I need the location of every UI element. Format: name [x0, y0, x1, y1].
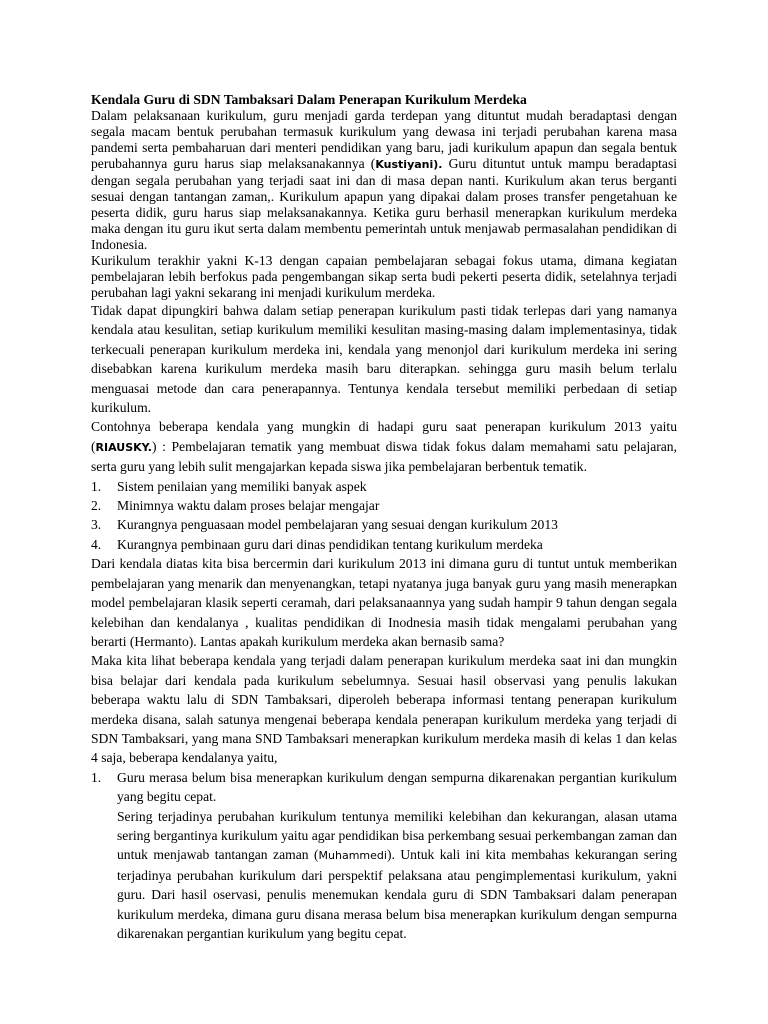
citation-kustiyani: Kustiyani).	[375, 158, 443, 171]
paragraph-bercermin: Dari kendala diatas kita bisa bercermin dari kurikulum 2013 ini dimana guru di tuntut untuk memberikan pembelajaran yang menarik dan menyenangkan, tetapi nyatanya juga banyak guru yang masih menerapkan model pembelajaran klasik seperti ceramah, dari pelaksanaannya yang sudah hampir 9 tahun dengan segala kelebihan dan kendalanya , kualitas pendidikan di Inodnesia masih tidak mengalami perubahan yang berarti (Hermanto). Lantas apakah kurikulum merdeka akan bernasib sama?	[91, 556, 677, 649]
list-item-text: Guru merasa belum bisa menerapkan kurikulum dengan sempurna dikarenakan pergantian kurikulum yang begitu cepat.	[117, 769, 677, 805]
list-item-text: Kurangnya penguasaan model pembelajaran yang sesuai dengan kurikulum 2013	[117, 517, 558, 533]
paragraph-k13: Kurikulum terakhir yakni K-13 dengan capaian pembelajaran sebagai fokus utama, dimana kegiatan pembelajaran lebih berfokus pada pengembangan sikap serta budi pekerti peserta didik, setelahnya terjadi perubahan lagi yakni sekarang ini menjadi kurikulum merdeka.	[91, 253, 677, 300]
list-item-number: 2.	[91, 498, 102, 514]
document-title: Kendala Guru di SDN Tambaksari Dalam Penerapan Kurikulum Merdeka	[91, 92, 527, 107]
list-item-detail	[117, 807, 677, 944]
list-item-number: 3.	[91, 517, 102, 533]
list-item	[91, 496, 677, 515]
paragraph-contoh-text-b: ) : Pembelajaran tematik yang membuat diswa tidak fokus dalam memahami satu pelajaran, serta guru yang lebih sulit mengajarkan kepada siswa jika pembelajaran berbentuk tematik.	[91, 438, 677, 475]
paragraph-intro-text-a: Dalam pelaksanaan kurikulum, guru menjadi garda terdepan yang dituntut mudah beradaptasi dengan segala macam bentuk perubahan termasuk kurikulum yang dewasa ini terjadi perubahan karena masa pandemi serta pembaharuan dari menteri pendidikan yang baru, jadi kurikulum apapun dan segala bentuk perubahannya guru harus siap melaksanakannya (	[91, 108, 677, 171]
list-item	[91, 515, 677, 534]
list-item	[91, 477, 677, 496]
paragraph-contoh-text-a: Contohnya beberapa kendala yang mungkin di hadapi guru saat penerapan kurikulum 2013 yaitu (	[91, 419, 677, 454]
list-item-text: Sistem penilaian yang memiliki banyak aspek	[117, 478, 367, 494]
paragraph-kendala: Tidak dapat dipungkiri bahwa dalam setiap penerapan kurikulum pasti tidak terlepas dari yang namanya kendala atau kesulitan, setiap kurikulum memiliki kesulitan masing-masing dalam implementasinya, tidak terkecuali penerapan kurikulum merdeka ini, kendala yang menonjol dari kurikulum merdeka ini sering disebabkan karena kurikulum merdeka masih baru diterapkan. sehingga guru masih belum terlalu menguasai metode dan cara penerapannya. Tentunya kendala tersebut memiliki perbedaan di setiap kurikulum.	[91, 303, 677, 416]
list-item-detail-text-a: Sering terjadinya perubahan kurikulum tentunya memiliki kelebihan dan kekurangan, alasan utama sering bergantinya kurikulum yaitu agar pendidikan bisa perkembang sesuai perkembangan zaman dan untuk menjawab tantangan zaman (	[117, 808, 677, 863]
paragraph-intro-text-b: Guru dituntut untuk mampu beradaptasi dengan segala perubahan yang terjadi saat ini dan di masa depan nanti. Kurikulum akan terus berganti sesuai dengan tantangan zaman,. Kurikulum apapun yang dipakai dalam proses transfer pengetahuan ke peserta didik, guru harus siap melaksanakannya. Ketika guru berhasil menerapkan kurikulum merdeka maka dengan itu guru ikut serta dalam membentu pemerintah untuk menjawab permasalahan pendidikan di Indonesia.	[91, 156, 678, 252]
paragraph-contoh	[91, 417, 677, 476]
list-item-text: Kurangnya pembinaan guru dari dinas pendidikan tentang kurikulum merdeka	[117, 536, 543, 552]
list-item-text: Minimnya waktu dalam proses belajar mengajar	[117, 498, 380, 514]
citation-riausky: RIAUSKY.	[95, 440, 152, 454]
list-item-detail-text-b: ). Untuk kali ini kita membahas kekurangan sering terjadinya perubahan kurikulum dari perspektif pelaksana atau pengimplementasi kurikulum, yakni guru. Dari hasil oservasi, penulis menemukan kendala guru di SDN Tambaksari dalam penerapan kurikulum merdeka, dimana guru disana merasa belum bisa menerapkan kurikulum dengan sempurna dikarenakan pergantian kurikulum yang begitu cepat.	[117, 847, 677, 941]
citation-muhammedi: Muhammedi	[318, 849, 387, 863]
kendala-k13-list	[91, 477, 677, 555]
list-item-number: 4.	[91, 536, 102, 552]
list-item	[91, 768, 677, 944]
kendala-merdeka-list	[91, 768, 677, 944]
list-item-number: 1.	[91, 769, 102, 785]
paragraph-intro	[91, 108, 677, 253]
list-item-number: 1.	[91, 478, 102, 494]
list-item	[91, 535, 677, 554]
paragraph-observasi: Maka kita lihat beberapa kendala yang terjadi dalam penerapan kurikulum merdeka saat ini dan mungkin bisa belajar dari kendala pada kurikulum sebelumnya. Sesuai hasil observasi yang penulis lakukan beberapa waktu lalu di SDN Tambaksari, diperoleh beberapa informasi tentang penerapan kurikulum merdeka disana, salah satunya mengenai beberapa kendala penerapan kurikulum merdeka yang terjadi di SDN Tambaksari, yang mana SND Tambaksari menerapkan kurikulum merdeka masih di kelas 1 dan kelas 4 saja, beberapa kendalanya yaitu,	[91, 653, 677, 766]
